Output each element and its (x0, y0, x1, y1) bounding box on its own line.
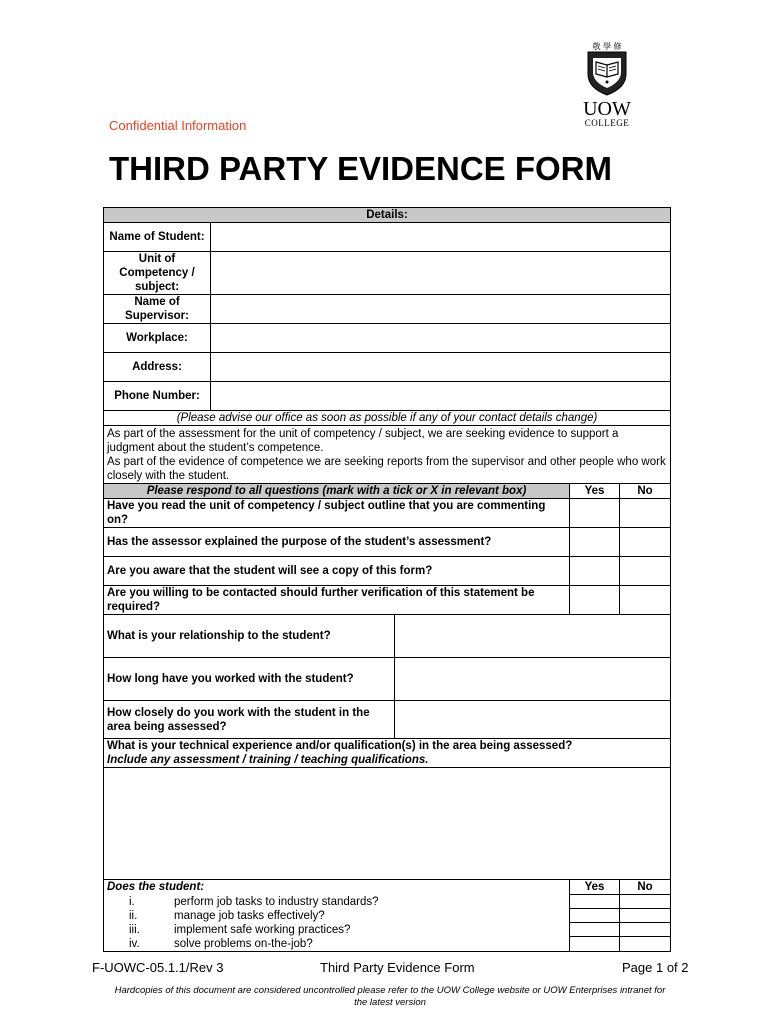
item-text: manage job tasks effectively? (174, 909, 325, 922)
item-number: iii. (129, 923, 140, 936)
unit-label: Unit of Competency / subject: (104, 252, 211, 295)
uow-college-logo (572, 40, 642, 135)
crest-icon (584, 40, 630, 96)
no-header: No (620, 484, 671, 499)
question-how-closely: How closely do you work with the student in the area being assessed? (104, 701, 395, 739)
hardcopy-notice: Hardcopies of this document are considered uncontrolled please refer to the UOW College website or UOW Enterprises intranet for the latest version (114, 985, 666, 1008)
workplace-field[interactable] (211, 324, 671, 353)
supervisor-field[interactable] (211, 295, 671, 324)
svg-text:敬 學 修: 敬 學 修 (592, 42, 622, 51)
item-number: i. (129, 895, 135, 908)
no-checkbox[interactable] (620, 937, 671, 952)
student-name-field[interactable] (211, 223, 671, 252)
yes-checkbox[interactable] (570, 923, 620, 937)
logo-name: UOW (583, 98, 631, 120)
question-copy-aware: Are you aware that the student will see a copy of this form? (104, 557, 570, 586)
student-item (104, 909, 570, 923)
yes-checkbox[interactable] (570, 499, 620, 528)
question-technical (104, 739, 671, 768)
questions-instruction: Please respond to all questions (mark with a tick or X in relevant box) (104, 484, 570, 499)
does-student-label: Does the student: (104, 880, 570, 895)
student-item (104, 895, 570, 909)
technical-note: Include any assessment / training / teaching qualifications. (107, 754, 429, 766)
details-heading: Details: (104, 208, 671, 223)
yes-checkbox[interactable] (570, 909, 620, 923)
question-purpose-explained: Has the assessor explained the purpose of the student’s assessment? (104, 528, 570, 557)
no-checkbox[interactable] (620, 499, 671, 528)
question-contact-willing: Are you willing to be contacted should further verification of this statement be required? (104, 586, 570, 615)
no-header: No (620, 880, 671, 895)
technical-answer-field[interactable] (104, 768, 671, 880)
item-text: perform job tasks to industry standards? (174, 895, 379, 908)
phone-field[interactable] (211, 382, 671, 411)
student-name-label: Name of Student: (104, 223, 211, 252)
no-checkbox[interactable] (620, 528, 671, 557)
intro-text (104, 426, 671, 484)
yes-header: Yes (570, 880, 620, 895)
item-number: ii. (129, 909, 138, 922)
yes-checkbox[interactable] (570, 557, 620, 586)
how-closely-answer-field[interactable] (395, 701, 671, 739)
advise-note: (Please advise our office as soon as possible if any of your contact details change) (104, 411, 671, 426)
logo-sub: COLLEGE (584, 118, 630, 128)
student-item (104, 923, 570, 937)
yes-checkbox[interactable] (570, 586, 620, 615)
item-number: iv. (129, 937, 140, 950)
workplace-label: Workplace: (104, 324, 211, 353)
address-label: Address: (104, 353, 211, 382)
no-checkbox[interactable] (620, 923, 671, 937)
technical-question-text: What is your technical experience and/or qualification(s) in the area being assessed? (107, 740, 573, 752)
footer-form-name: Third Party Evidence Form (320, 960, 475, 975)
phone-label: Phone Number: (104, 382, 211, 411)
item-text: solve problems on-the-job? (174, 937, 313, 950)
intro-paragraph: As part of the assessment for the unit of competency / subject, we are seeking evidence to support a judgment about the student’s competence. (107, 428, 619, 454)
page-number: Page 1 of 2 (622, 960, 689, 975)
no-checkbox[interactable] (620, 586, 671, 615)
unit-field[interactable] (211, 252, 671, 295)
student-item (104, 937, 570, 952)
item-text: implement safe working practices? (174, 923, 351, 936)
address-field[interactable] (211, 353, 671, 382)
confidential-label: Confidential Information (109, 118, 247, 133)
no-checkbox[interactable] (620, 909, 671, 923)
no-checkbox[interactable] (620, 557, 671, 586)
yes-checkbox[interactable] (570, 528, 620, 557)
form-code: F-UOWC-05.1.1/Rev 3 (92, 960, 224, 975)
question-how-long: How long have you worked with the student? (104, 658, 395, 701)
yes-checkbox[interactable] (570, 937, 620, 952)
intro-paragraph: As part of the evidence of competence we are seeking reports from the supervisor and other people who work closely with the student. (107, 456, 666, 482)
question-read-outline: Have you read the unit of competency / subject outline that you are commenting on? (104, 499, 570, 528)
relationship-answer-field[interactable] (395, 615, 671, 658)
no-checkbox[interactable] (620, 895, 671, 909)
evidence-form-table (103, 207, 671, 952)
yes-checkbox[interactable] (570, 895, 620, 909)
question-relationship: What is your relationship to the student? (104, 615, 395, 658)
how-long-answer-field[interactable] (395, 658, 671, 701)
supervisor-label: Name of Supervisor: (104, 295, 211, 324)
page-title: THIRD PARTY EVIDENCE FORM (109, 150, 612, 187)
yes-header: Yes (570, 484, 620, 499)
